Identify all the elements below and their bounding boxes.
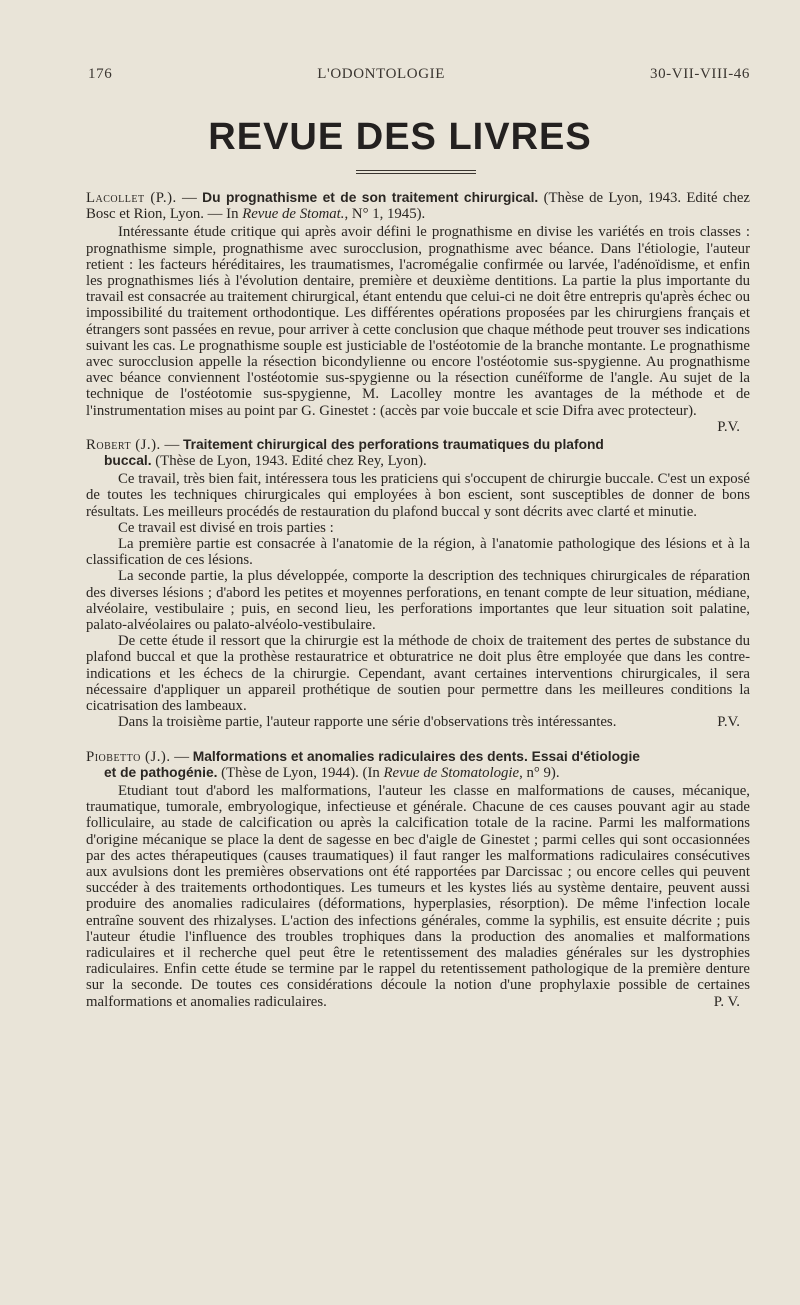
page-number: 176: [88, 66, 113, 82]
paragraph-text: Etudiant tout d'abord les malformations, l'auteur les classe en malformations de causes, mécanique, traumatique, tumorale, embryologique, infectieuse et générale. Chacune de ces causes pouvant agir au stade folliculaire, au stade de calcification ou après la calcification totale de la racine. Parmi les malformations d'origine mécanique se place la dent de sagesse en bec d'aigle de Ginestet ; parmi celles qui sont occasionnées par des actes thérapeutiques (causes traumatiques) il faut ranger les malformations radiculaires consécutives aux avulsions dont les premières observations ont été rapportées par Darcissac ; ou encore celles qui peuvent succéder à des traitements orthodontiques. Les tumeurs et les kystes liés au système dentaire, peuvent aussi produire des anomalies radiculaires (déformations, hyperplasies, résorption). De même l'infection locale entraîne souvent des rhizalyses. L'action des infections générales, comme la syphilis, est ensuite décrite ; puis l'auteur étudie l'influence des troubles trophiques dans la production des anomalies et malformations radiculaires et il recherche quel peut être le retentissement des maladies générales sur les dystrophies radiculaires. Enfin cette étude se termine par le rappel du retentissement pathologique de la première denture sur la seconde. De toutes ces considérations découle la notion d'une prophylaxie possible de certaines malformations et anomalies radiculaires.: [86, 782, 750, 1010]
review-header: [86, 437, 750, 469]
review-paragraph: La seconde partie, la plus développée, comporte la description des techniques chirurgicales de réparation des diverses lésions ; d'abord les petites et moyennes perforations, en tenant compte de leur situation, médiane, alvéolaire, vestibulaire ; puis, en second lieu, les perforations importantes que leur situation soit palatine, palato-alvéolaires ou palato-alvéolo-vestibulaire.: [86, 568, 750, 634]
reference-journal: Revue de Stomat.: [242, 206, 345, 223]
review-paragraph: De cette étude il ressort que la chirurgie est la méthode de choix de traitement des pertes de substance du plafond buccal et que la prothèse restauratrice et obturatrice ne doit plus être employée que dans les contre-indications et les échecs de la chirurgie. Cependant, avant certaines interventions chirurgicales, il sera nécessaire d'appliquer un appareil prothétique de soutien pour permettre dans les meilleures conditions la cicatrisation des lambeaux.: [86, 633, 750, 715]
book-title-cont: et de pathogénie.: [104, 764, 218, 780]
reference: (Thèse de Lyon, 1944). (In: [217, 764, 384, 781]
running-head: [88, 66, 750, 83]
review-robert: [86, 437, 750, 731]
dash: —: [160, 436, 183, 453]
book-title-cont: buccal.: [104, 453, 152, 469]
dash: —: [176, 190, 203, 206]
issue-date: 30-VII-VIII-46: [649, 66, 750, 82]
book-title: Du prognathisme et de son traitement chirurgical.: [202, 190, 539, 205]
page-title: REVUE DES LIVRES: [208, 116, 592, 158]
review-header: [86, 749, 750, 781]
review-header: [86, 190, 750, 222]
review-author: Robert (J.).: [86, 436, 161, 453]
journal-name: L'ODONTOLOGIE: [317, 66, 445, 82]
review-paragraph: [86, 783, 750, 1010]
review-piobetto: [86, 749, 750, 1010]
review-author: Lacollet (P.).: [86, 190, 177, 206]
book-title: Malformations et anomalies radiculaires des dents. Essai d'étiologie: [192, 748, 640, 764]
reference-journal: Revue de Stomatologie: [383, 764, 520, 781]
dash: —: [170, 748, 193, 765]
review-paragraph: La première partie est consacrée à l'anatomie de la région, à l'anatomie pathologique des lésions et à la classification de ces lésions.: [86, 536, 750, 569]
review-paragraph: [86, 714, 750, 730]
review-signature: P.V.: [717, 418, 740, 435]
review-signature: P.V.: [717, 714, 740, 731]
review-paragraph: Ce travail, très bien fait, intéressera tous les praticiens qui s'occupent de chirurgie buccale. C'est un exposé de toutes les techniques chirurgicales qui employées à bon escient, sont susceptibles de donner de bons résultats. Les meilleurs procédés de restauration du plafond buccal y sont décrits avec clarté et minutie.: [86, 471, 750, 520]
review-signature: P. V.: [713, 993, 740, 1010]
paragraph-text: Dans la troisième partie, l'auteur rapporte une série d'observations très intéressantes.: [118, 714, 617, 731]
reviews-content: [86, 190, 750, 1010]
title-underline: [356, 170, 476, 174]
paragraph-text: Intéressante étude critique qui après avoir défini le prognathisme en divise les variétés en trois classes : prognathisme simple, prognathisme avec surocclusion, prognathisme avec béance. Dans l'étiologie, l'auteur retient : les facteurs héréditaires, les traumatismes, l'acromégalie confirmée ou larvée, l'adénoïdisme, et enfin les prognathismes liés à l'évolution dentaire, première et deuxième dentitions. La partie la plus importante du travail est consacrée au traitement chirurgical, étant entendu que celui-ci ne doit être entrepris qu'après échec ou impossibilité du traitement orthodontique. Les différentes opérations proposées par les chirurgiens français et étrangers sont passées en revue, pour arriver à cette conclusion que chaque méthode peut trouver ses indications suivant les cas. Le prognathisme souple est justiciable de l'ostéotomie de la branche montante. Le prognathisme avec surocclusion appelle la résection bicondylienne ou encore l'ostéotomie sus-spygienne. Au prognathisme avec béance conviennent l'ostéotomie sus-spygienne ou la résection cunéïforme de l'angle. Au sujet de la technique de l'ostéotomie sus-spygienne, M. Lacolley montre les avantages de la méthode et de l'instrumentation mises au point par G. Ginestet : (accès par voie buccale et scie Difra avec protecteur).: [86, 224, 750, 419]
reference-end: , n° 9).: [519, 764, 560, 781]
reference: (Thèse de Lyon, 1943. Edité chez Bosc et Rion, Lyon. — In: [86, 190, 750, 223]
review-paragraph: [86, 224, 750, 435]
reference: (Thèse de Lyon, 1943. Edité chez Rey, Lyon).: [151, 453, 427, 470]
book-title: Traitement chirurgical des perforations traumatiques du plafond: [182, 436, 604, 452]
review-paragraph: Ce travail est divisé en trois parties :: [118, 519, 334, 536]
reference-end: , N° 1, 1945).: [344, 206, 426, 223]
review-lacollet: [86, 190, 750, 435]
review-author: Piobetto (J.).: [86, 748, 171, 765]
